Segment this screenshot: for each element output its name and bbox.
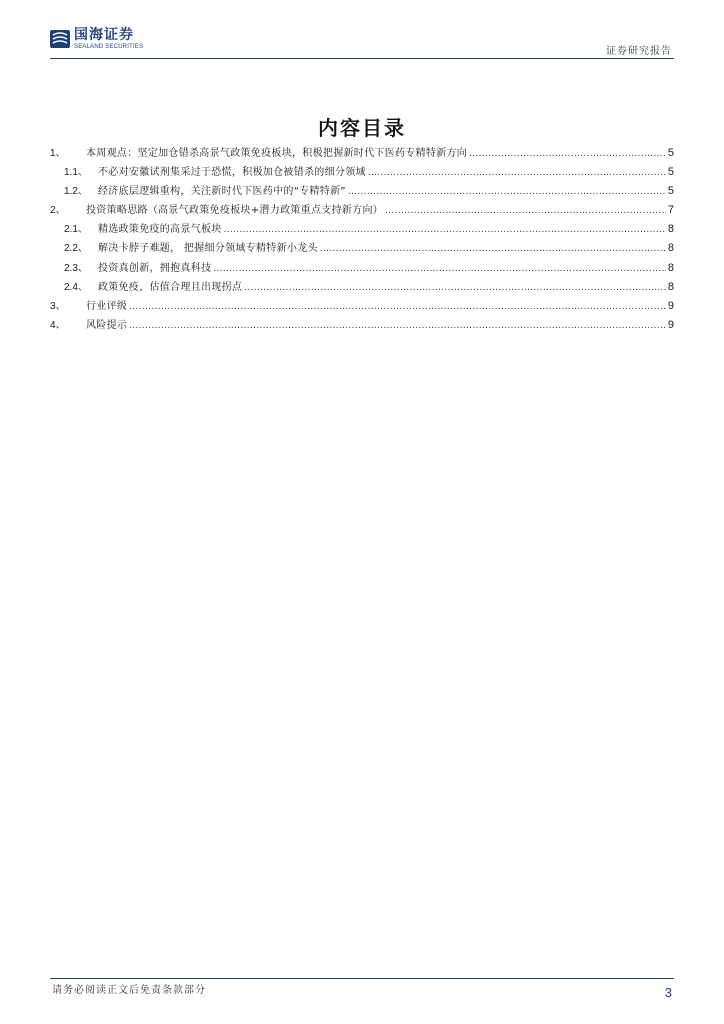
toc-entry-page: 9	[667, 299, 674, 312]
toc-entry[interactable]	[50, 220, 674, 239]
toc-entry-page: 8	[667, 242, 674, 255]
toc-entry[interactable]	[50, 239, 674, 258]
toc-leader-dots	[129, 301, 666, 312]
toc-entry-number: 1.1、	[64, 167, 88, 179]
toc-leader-dots	[213, 263, 666, 274]
toc-entry-number: 2.1、	[64, 224, 88, 236]
disclaimer-notice: 请务必阅读正文后免责条款部分	[52, 985, 206, 996]
toc-leader-dots	[368, 167, 666, 178]
page-footer	[50, 978, 674, 1000]
toc-leader-dots	[129, 320, 666, 331]
toc-entry[interactable]	[50, 201, 674, 220]
toc-leader-dots	[469, 148, 666, 159]
toc-entry[interactable]	[50, 278, 674, 297]
toc-entry-page: 8	[667, 261, 674, 274]
toc-entry-title: 本周观点：坚定加仓错杀高景气政策免疫板块，积极把握新时代下医药专精特新方向	[86, 148, 468, 159]
toc-entry-title: 风险提示	[86, 319, 128, 331]
toc-entry-title: 政策免疫，估值合理且出现拐点	[98, 281, 243, 293]
toc-entry-page: 5	[667, 147, 674, 159]
toc-entry-title: 精选政策免疫的高景气板块	[98, 224, 222, 236]
toc-entry-number: 1、	[50, 148, 66, 159]
toc-entry-title: 不必对安徽试剂集采过于恐慌，积极加仓被错杀的细分领域	[98, 167, 366, 179]
report-type-label: 证券研究报告	[606, 46, 672, 57]
toc-entry-page: 5	[667, 185, 674, 198]
toc-entry-title: 投资策略思路（高景气政策免疫板块+潜力政策重点支持新方向）	[86, 205, 384, 217]
logo-chinese-name: 国海证券	[74, 27, 134, 43]
page-header	[50, 28, 674, 59]
toc-entry[interactable]	[50, 259, 674, 278]
company-logo	[50, 28, 143, 50]
toc-entry-title: 行业评级	[86, 300, 128, 312]
toc-entry-title: 投资真创新，拥抱真科技	[98, 262, 212, 274]
toc-entry-number: 3、	[50, 300, 66, 312]
toc-entry[interactable]	[50, 163, 674, 182]
toc-entry[interactable]	[50, 316, 674, 335]
toc-title: 内容目录	[318, 116, 406, 140]
toc-entry-page: 8	[667, 223, 674, 236]
sealand-logo-icon	[50, 29, 70, 49]
logo-english-name: SEALAND SECURITIES	[74, 44, 144, 50]
toc-entry[interactable]	[50, 144, 674, 163]
toc-entry-page: 7	[667, 204, 674, 217]
toc-entry-number: 2.2、	[64, 243, 88, 255]
toc-entry-page: 5	[667, 166, 674, 179]
page-number: 3	[664, 985, 672, 1000]
toc-entry-number: 4、	[50, 319, 66, 331]
toc-entry-page: 8	[667, 280, 674, 293]
toc-leader-dots	[320, 243, 666, 254]
toc-leader-dots	[224, 224, 666, 235]
toc-entry-page: 9	[667, 318, 674, 331]
table-of-contents	[50, 144, 674, 335]
toc-leader-dots	[244, 282, 666, 293]
toc-entry-number: 2、	[50, 205, 66, 217]
toc-entry[interactable]	[50, 182, 674, 201]
toc-leader-dots	[385, 205, 666, 216]
toc-entry-title: 经济底层逻辑重构，关注新时代下医药中的“专精特新”	[98, 186, 346, 198]
toc-entry-number: 1.2、	[64, 186, 88, 198]
toc-entry[interactable]	[50, 297, 674, 316]
toc-entry-title: 解决卡脖子难题， 把握细分领域专精特新小龙头	[98, 243, 318, 255]
toc-entry-number: 2.4、	[64, 281, 88, 293]
toc-entry-number: 2.3、	[64, 262, 88, 274]
toc-leader-dots	[348, 186, 666, 197]
